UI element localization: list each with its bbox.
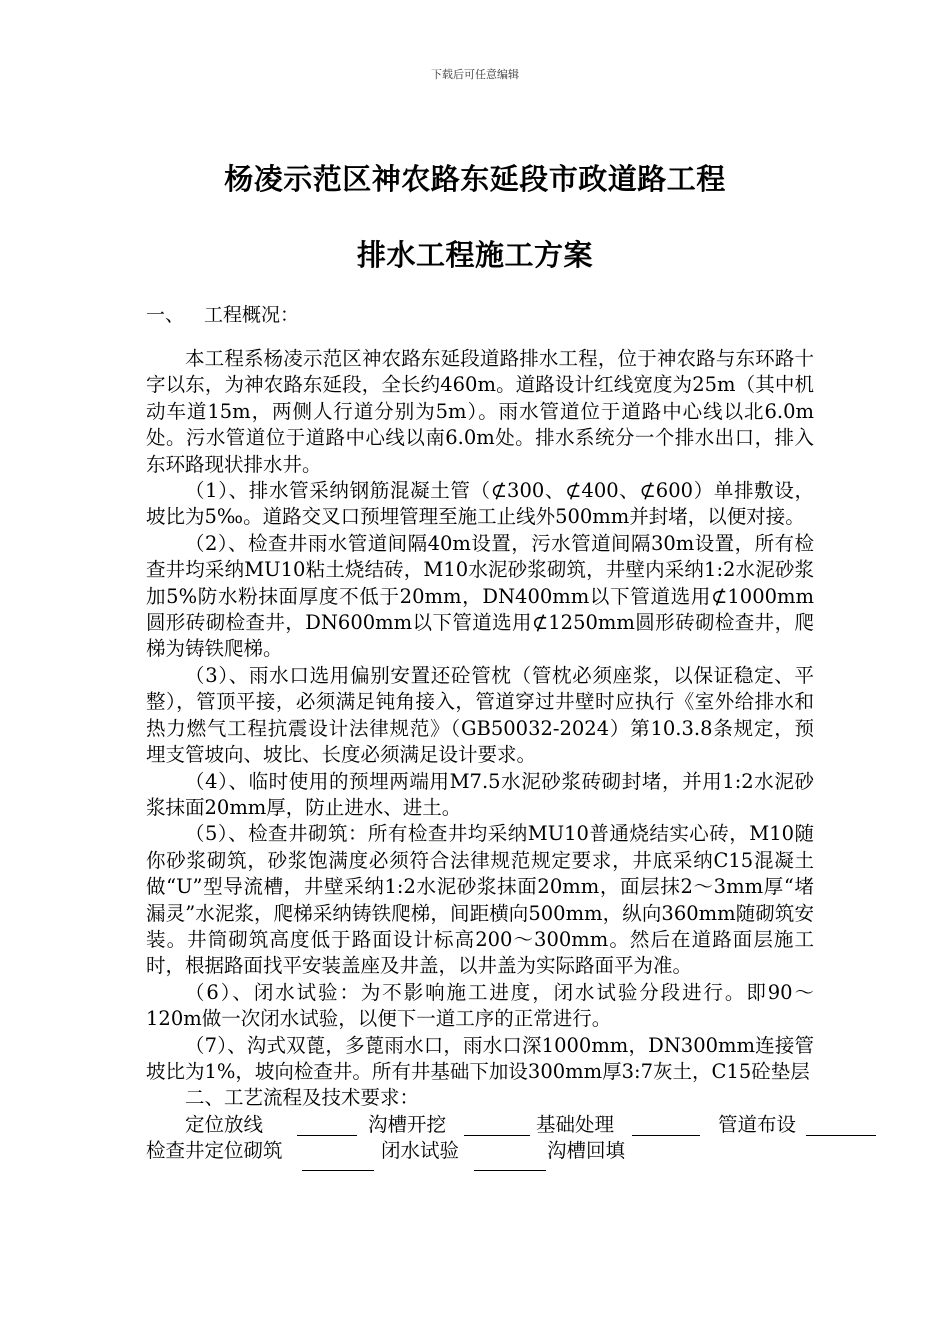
paragraph-item-1: （1）、排水管采纳钢筋混凝土管（⊄300、⊄400、⊄600）单排敷设，坡比为5‰。道路交叉口预埋管理至施工止线外500mm并封堵，以便对接。 <box>146 479 814 529</box>
flow-step: 闭水试验 <box>381 1138 460 1162</box>
flow-connector <box>297 1135 357 1136</box>
flow-connector <box>474 1170 546 1171</box>
paragraph-item-4: （4）、临时使用的预埋两端用M7.5水泥砂浆砖砌封堵，并用1:2水泥砂浆抹面20mm厚，防止进水、进土。 <box>146 769 814 819</box>
paragraph-item-5: （5）、检查井砌筑：所有检查井均采纳MU10普通烧结实心砖，M10随你砂浆砌筑，砂浆饱满度必须符合法律规范规定要求，井底采纳C15混凝土做“U”型导流槽，井壁采纳1:2水泥砂浆抹面20mm，面层抹2～3mm厚“堵漏灵”水泥浆，爬梯采纳铸铁爬梯，间距横向500mm，纵向360mm随砌筑安装。井筒砌筑高度低于路面设计标高200～300mm。然后在道路面层施工时，根据路面找平安装盖座及井盖，以井盖为实际路面平为准。 <box>146 822 814 978</box>
document-subtitle: 排水工程施工方案 <box>356 238 593 272</box>
flow-connector <box>632 1135 700 1136</box>
flow-connector <box>806 1135 876 1136</box>
flow-connector <box>464 1135 530 1136</box>
flow-step: 检查井定位砌筑 <box>146 1138 283 1162</box>
flow-connector <box>302 1170 374 1171</box>
document-body <box>146 346 814 1192</box>
section-heading-overview <box>146 300 299 327</box>
paragraph-item-3: （3）、雨水口选用偏别安置还砼管枕（管枕必须座浆，以保证稳定、平整），管顶平接，必须满足钝角接入，管道穿过井壁时应执行《室外给排水和热力燃气工程抗震设计法律规范》（GB50032-2024）第10.3.8条规定，预埋支管坡向、坡比、长度必须满足设计要求。 <box>146 663 814 767</box>
flow-step: 沟槽开挖 <box>368 1112 447 1136</box>
section-label: 工程概况： <box>204 304 300 326</box>
flow-step: 管道布设 <box>718 1112 797 1136</box>
section-heading-process: 二、工艺流程及技术要求： <box>185 1086 420 1110</box>
paragraph-item-2: （2）、检查井雨水管道间隔40m设置，污水管道间隔30m设置，所有检查井均采纳MU10粘土烧结砖，M10水泥砂浆砌筑，井壁内采纳1:2水泥砂浆加5%防水粉抹面厚度不低于20mm，DN400mm以下管道选用⊄1000mm圆形砖砌检查井，DN600mm以下管道选用⊄1250mm圆形砖砌检查井，爬梯为铸铁爬梯。 <box>146 531 814 661</box>
process-flow <box>146 1112 814 1192</box>
flow-step: 定位放线 <box>185 1112 264 1136</box>
page-header: 下载后可任意编辑 <box>431 68 519 81</box>
paragraph-intro: 本工程系杨凌示范区神农路东延段道路排水工程，位于神农路与东环路十字以东，为神农路东延段，全长约460m。道路设计红线宽度为25m（其中机动车道15m，两侧人行道分别为5m）。雨水管道位于道路中心线以北6.0m处。污水管道位于道路中心线以南6.0m处。排水系统分一个排水出口，排入东环路现状排水井。 <box>146 347 814 476</box>
document-title: 杨凌示范区神农路东延段市政道路工程 <box>224 162 726 196</box>
paragraph-item-6: （6）、闭水试验：为不影响施工进度，闭水试验分段进行。即90～120m做一次闭水试验，以便下一道工序的正常进行。 <box>146 980 814 1031</box>
paragraph-item-7: （7）、沟式双蓖，多蓖雨水口，雨水口深1000mm，DN300mm连接管坡比为1%，坡向检查井。所有井基础下加设300mm厚3:7灰土，C15砼垫层 <box>146 1033 814 1083</box>
section-number: 一、 <box>146 304 185 326</box>
flow-step: 基础处理 <box>536 1112 615 1136</box>
flow-step: 沟槽回填 <box>547 1138 626 1162</box>
